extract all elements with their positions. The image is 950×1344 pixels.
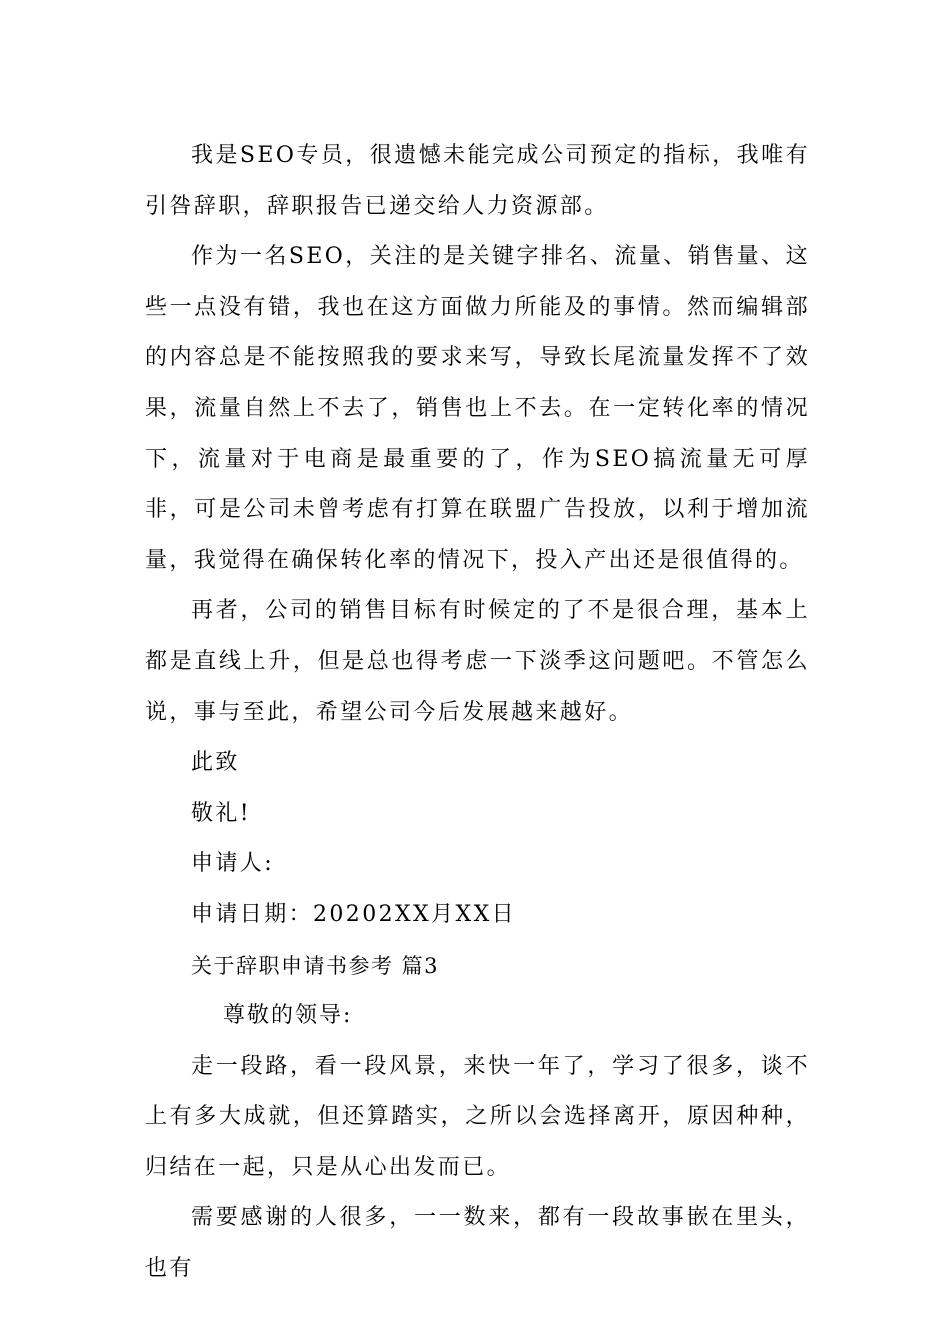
paragraph-seo-intro: 我是SEO专员，很遗憾未能完成公司预定的指标，我唯有引咎辞职，辞职报告已递交给人力资源部。: [145, 143, 810, 219]
paragraph-thanks: 需要感谢的人很多，一一数来，都有一段故事嵌在里头，也有: [145, 1205, 810, 1282]
application-date: 申请日期：20202XX月XX日: [191, 901, 517, 927]
applicant-label: 申请人:: [191, 851, 275, 877]
regards-line: 敬礼!: [191, 800, 252, 826]
section-heading: 关于辞职申请书参考 篇3: [191, 953, 440, 978]
paragraph-sales-target: 再者，公司的销售目标有时候定的了不是很合理，基本上都是直线上升，但是总也得考虑一下淡季这问题吧。不管怎么说，事与至此，希望公司今后发展越来越好。: [145, 598, 810, 725]
document-body: [145, 131, 810, 1295]
paragraph-seo-focus: 作为一名SEO，关注的是关键字排名、流量、销售量、这些一点没有错，我也在这方面做力所能及的事情。然而编辑部的内容总是不能按照我的要求来写，导致长尾流量发挥不了效果，流量自然上不去了，销售也上不去。在一定转化率的情况下，流量对于电商是最重要的了，作为SEO搞流量无可厚非，可是公司未曾考虑有打算在联盟广告投放，以利于增加流量，我觉得在确保转化率的情况下，投入产出还是很值得的。: [145, 244, 810, 573]
paragraph-journey: 走一段路，看一段风景，来快一年了，学习了很多，谈不上有多大成就，但还算踏实，之所以会选择离开，原因种种，归结在一起，只是从心出发而已。: [145, 1053, 810, 1180]
closing-line: 此致: [191, 750, 240, 776]
salutation: 尊敬的领导:: [223, 1003, 353, 1029]
